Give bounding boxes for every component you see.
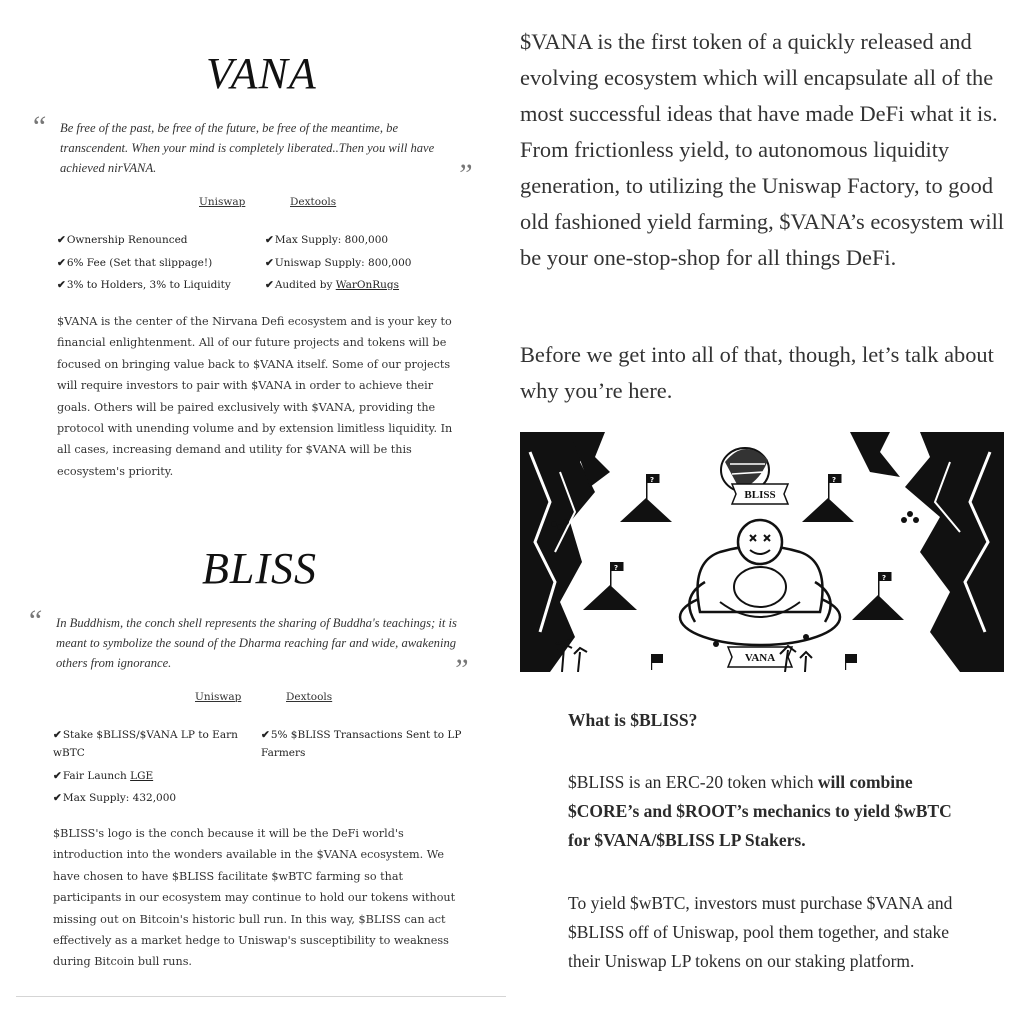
check-icon: ✔ [53, 792, 62, 804]
vana-links [0, 196, 500, 212]
check-icon: ✔ [53, 729, 62, 741]
flag-mark: ? [832, 476, 837, 484]
check-icon: ✔ [57, 279, 66, 291]
flag-mark: ? [882, 574, 887, 582]
bliss-feature-item-cont: Farmers [261, 747, 306, 759]
bliss-banner [732, 484, 788, 504]
bliss-feature-item: ✔Stake $BLISS/$VANA LP to Earn [53, 729, 238, 741]
bliss-dextools-link[interactable]: Dextools [286, 691, 333, 703]
bliss-quote-close: ” [452, 653, 469, 686]
bliss-feature-item: ✔Max Supply: 432,000 [53, 792, 177, 804]
waronrugs-link[interactable]: WarOnRugs [335, 279, 400, 291]
transition-paragraph: Before we get into all of that, though, let’s talk about why you’re here. [520, 342, 994, 403]
bliss-quote: In Buddhism, the conch shell represents the sharing of Buddha's teachings; it is meant to symbolize the sound of the Dharma reaching far and wide, awakening others from ignorance. [56, 616, 457, 670]
flag-mark: ? [650, 476, 655, 484]
check-icon: ✔ [265, 257, 274, 269]
check-icon: ✔ [265, 234, 274, 246]
nirvana-illustration [520, 432, 1004, 672]
bliss-description-bold: will combine $CORE’s and $ROOT’s mechanics to yield $wBTC for $VANA/$BLISS LP Stakers. [568, 772, 952, 850]
left-panel [0, 0, 510, 1024]
vana-feature-item: ✔Max Supply: 800,000 [265, 234, 389, 246]
vana-quote-open: “ [30, 110, 47, 143]
vana-feature-item: ✔6% Fee (Set that slippage!) [57, 257, 213, 269]
bliss-links [0, 691, 500, 707]
bliss-feature-item: ✔5% $BLISS Transactions Sent to LP [261, 729, 462, 741]
check-icon: ✔ [57, 234, 66, 246]
bliss-description: $BLISS is an ERC-20 token which will combine $CORE’s and $ROOT’s mechanics to yield $wBTC for $VANA/$BLISS LP Stakers. [568, 772, 952, 850]
check-icon: ✔ [261, 729, 270, 741]
bliss-feature-item: ✔Fair Launch LGE [53, 770, 154, 782]
bliss-uniswap-link[interactable]: Uniswap [195, 691, 242, 703]
vana-quote: Be free of the past, be free of the future, be free of the meantime, be transcendent. When your mind is completely liberated..Then you will have achieved nirVANA. [60, 121, 435, 175]
vana-body: $VANA is the center of the Nirvana Defi ecosystem and is your key to financial enlightenment. All of our future projects and tokens will be focused on bringing value back to $VANA itself. Some of our projects will require investors to pair with $VANA in order to achieve their goals. Others will be paired exclusively with $VANA, providing the protocol with unending volume and by extension limitless liquidity. In all cases, increasing demand and utility for $VANA will be this ecosystem's priority. [57, 315, 453, 478]
vana-quote-close: ” [456, 158, 473, 191]
vana-uniswap-link[interactable]: Uniswap [199, 196, 246, 208]
bliss-feature-item-cont: wBTC [53, 747, 85, 759]
bliss-title: BLISS [202, 544, 317, 593]
check-icon: ✔ [57, 257, 66, 269]
check-icon: ✔ [53, 770, 62, 782]
vana-banner [728, 647, 792, 667]
svg-text:VANA: VANA [744, 652, 776, 664]
flag-mark: ? [614, 564, 619, 572]
bliss-heading: What is $BLISS? [568, 710, 698, 730]
vana-title: VANA [206, 49, 317, 98]
vana-feature-item: ✔3% to Holders, 3% to Liquidity [57, 279, 231, 291]
vana-feature-item: ✔Audited by WarOnRugs [265, 279, 400, 291]
lge-link[interactable]: LGE [130, 770, 154, 782]
bliss-quote-open: “ [26, 604, 43, 637]
vana-feature-item: ✔Uniswap Supply: 800,000 [265, 257, 412, 269]
check-icon: ✔ [265, 279, 274, 291]
bliss-yield-paragraph: To yield $wBTC, investors must purchase $VANA and $BLISS off of Uniswap, pool them together, and stake their Uniswap LP tokens on our staking platform. [568, 893, 953, 971]
intro-paragraph: $VANA is the first token of a quickly released and evolving ecosystem which will encapsulate all of the most successful ideas that have made DeFi what it is. From frictionless yield, to autonomous liquidity generation, to utilizing the Uniswap Factory, to good old fashioned yield farming, $VANA’s ecosystem will be your one-stop-shop for all things DeFi. [520, 29, 1005, 270]
svg-text:BLISS: BLISS [744, 489, 776, 501]
vana-dextools-link[interactable]: Dextools [290, 196, 337, 208]
vana-feature-item: ✔Ownership Renounced [57, 234, 188, 246]
divider [16, 996, 506, 997]
bliss-body: $BLISS's logo is the conch because it will be the DeFi world's introduction into the wonders available in the $VANA ecosystem. We have chosen to have $BLISS facilitate $wBTC farming so that participants in our ecosystem may continue to hold our tokens without missing out on Bitcoin's historic bull run. In this way, $BLISS can act effectively as a market hedge to Uniswap's susceptibility to weakness during Bitcoin bull runs. [53, 827, 456, 969]
